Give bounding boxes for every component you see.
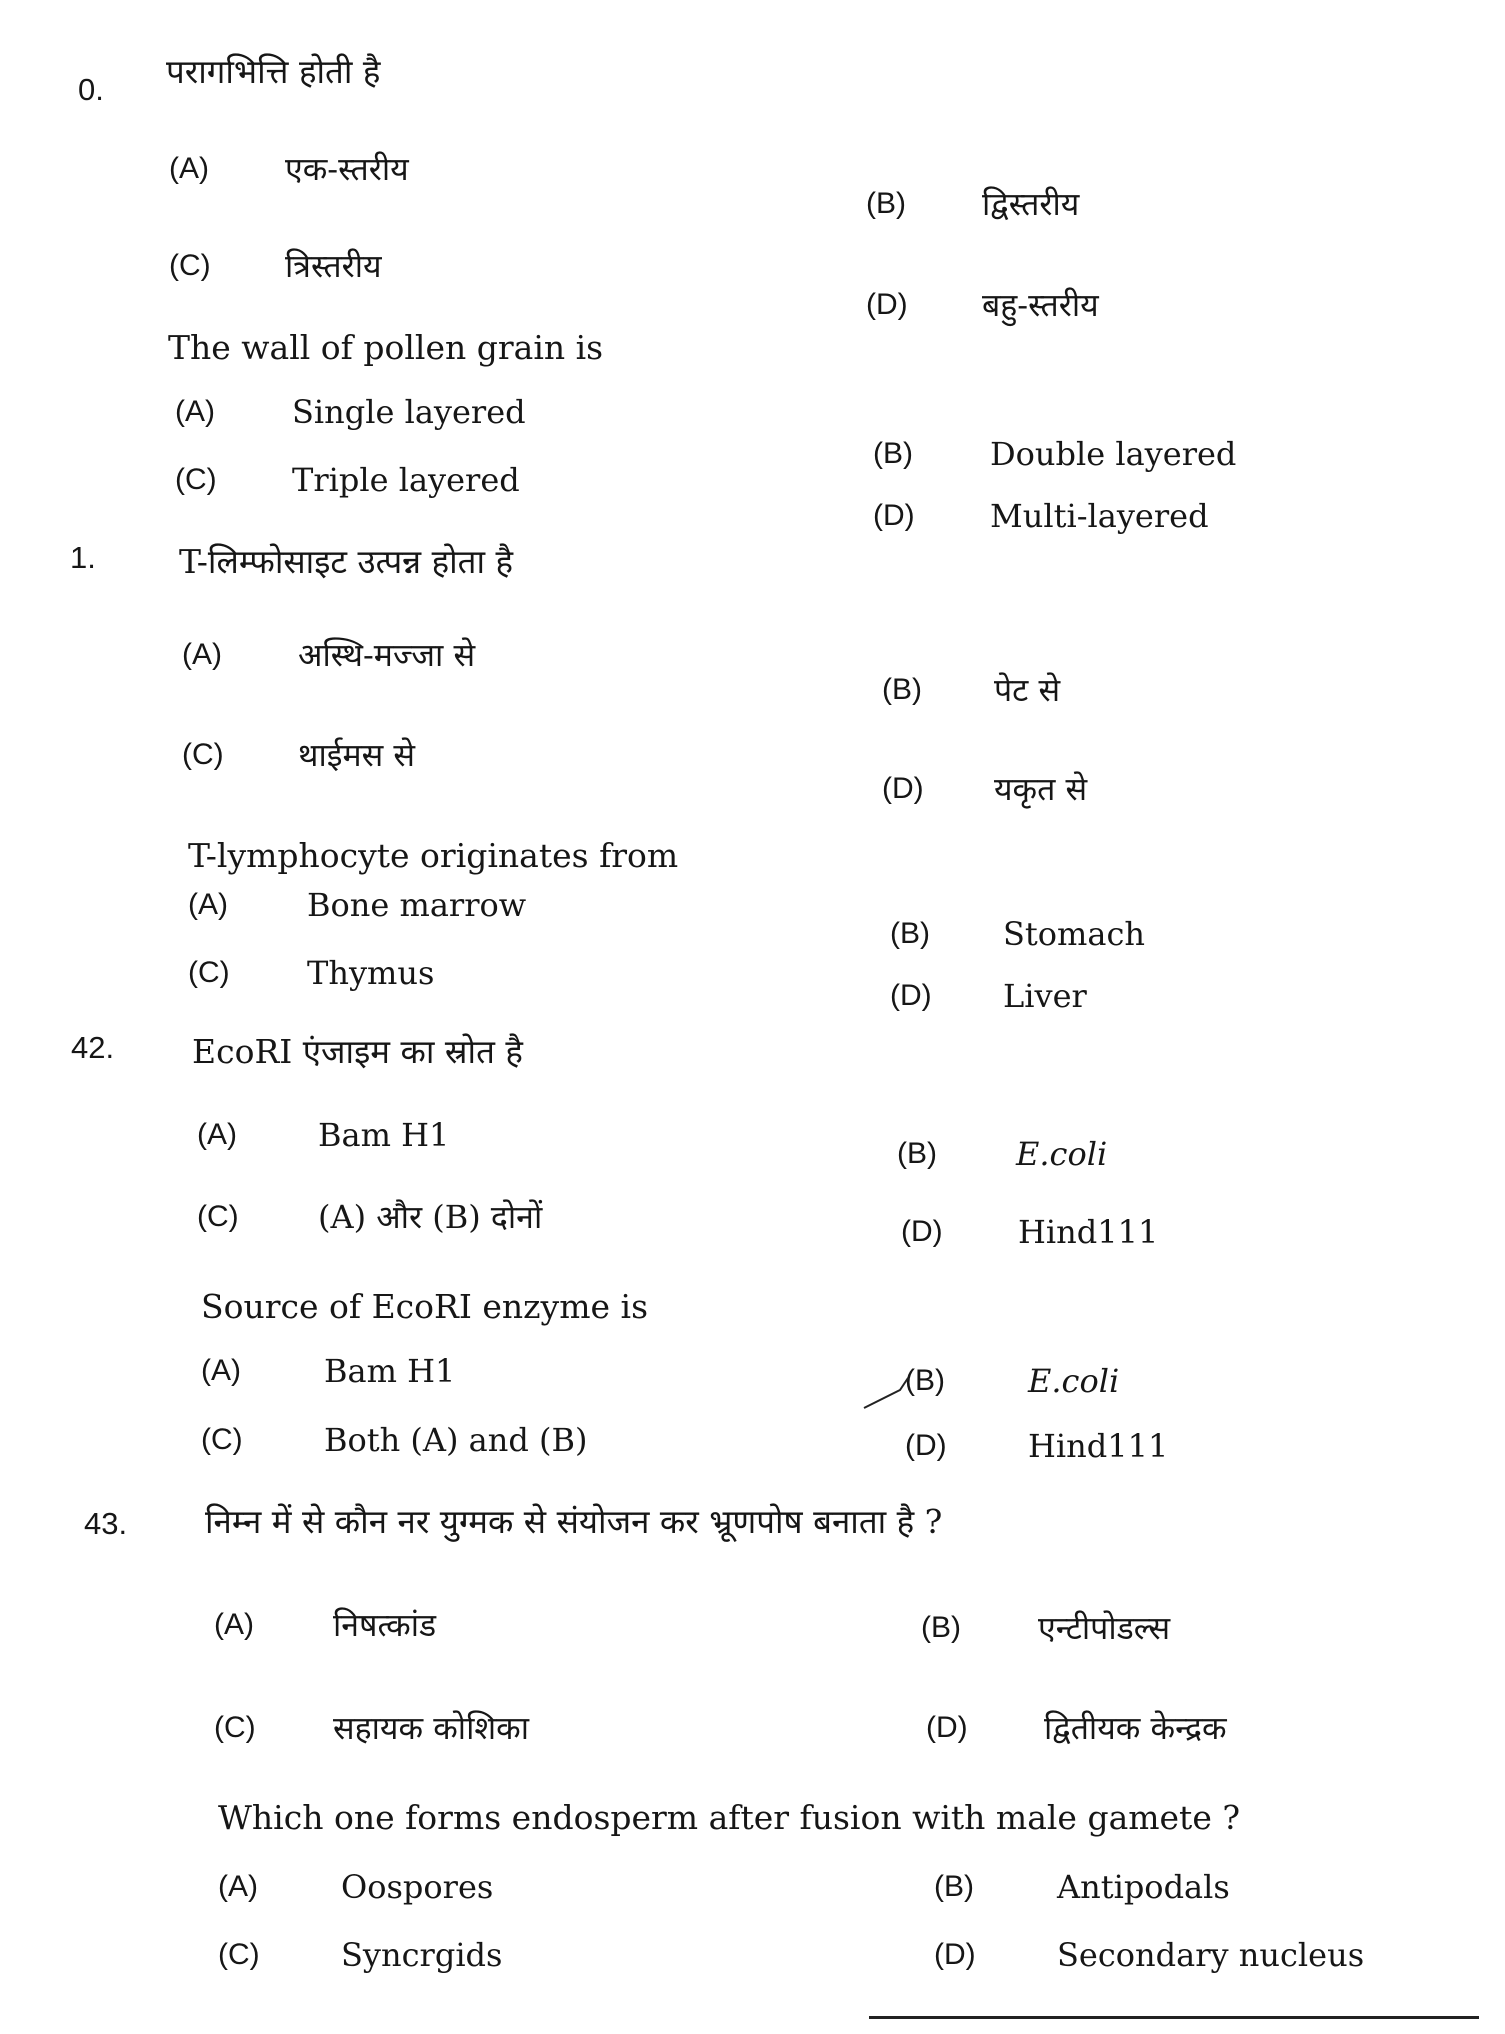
option-label: (C) — [218, 1938, 260, 1971]
option-text: यकृत से — [994, 770, 1088, 808]
question-number: 1. — [70, 540, 96, 575]
option-text: Hind111 — [1018, 1213, 1159, 1251]
answer-tick-mark — [862, 1372, 932, 1412]
option-label: (A) — [188, 888, 228, 921]
option-text: द्वितीयक केन्द्रक — [1044, 1709, 1227, 1747]
option-label: (D) — [905, 1429, 947, 1462]
option-label: (A) — [169, 152, 209, 185]
option-text: E.coli — [1028, 1362, 1120, 1400]
option-text: Syncrgids — [341, 1936, 503, 1974]
option-text: थाईमस से — [298, 736, 416, 774]
option-label: (D) — [866, 288, 908, 321]
option-label: (C) — [175, 463, 217, 496]
option-label: (C) — [201, 1423, 243, 1456]
option-text: Antipodals — [1057, 1868, 1230, 1906]
option-label: (A) — [218, 1870, 258, 1903]
option-text: Single layered — [292, 393, 526, 431]
option-label: (D) — [890, 979, 932, 1012]
option-text: अस्थि-मज्जा से — [298, 636, 476, 674]
option-text: Stomach — [1003, 915, 1145, 953]
option-label: (B) — [890, 917, 930, 950]
option-label: (D) — [926, 1711, 968, 1744]
option-label: (A) — [214, 1608, 254, 1641]
option-text: Both (A) and (B) — [324, 1421, 588, 1459]
option-label: (B) — [905, 1364, 945, 1397]
option-text: पेट से — [994, 671, 1061, 709]
option-label: (A) — [175, 395, 215, 428]
option-text: Bam H1 — [324, 1352, 456, 1390]
option-text: Bam H1 — [318, 1116, 450, 1154]
option-label: (B) — [873, 437, 913, 470]
option-text: Oospores — [341, 1868, 494, 1906]
option-text: Triple layered — [292, 461, 520, 499]
question-text-hindi: निम्न में से कौन नर युग्मक से संयोजन कर भ्रूणपोष बनाता है ? — [205, 1502, 943, 1541]
option-text: (A) और (B) दोनों — [318, 1198, 543, 1236]
question-text-english: T-lymphocyte originates from — [188, 836, 679, 875]
option-label: (A) — [182, 638, 222, 671]
question-number: 0. — [78, 72, 104, 107]
option-text: Hind111 — [1028, 1427, 1169, 1465]
question-text-english: The wall of pollen grain is — [168, 328, 604, 367]
option-text: Secondary nucleus — [1057, 1936, 1365, 1974]
option-text: एक-स्तरीय — [285, 150, 409, 188]
option-label: (C) — [188, 956, 230, 989]
option-text: Multi-layered — [990, 497, 1209, 535]
option-text: त्रिस्तरीय — [285, 247, 382, 285]
option-label: (B) — [934, 1870, 974, 1903]
option-label: (B) — [921, 1611, 961, 1644]
option-label: (A) — [201, 1354, 241, 1387]
option-label: (C) — [169, 249, 211, 282]
option-text: एन्टीपोडल्स — [1038, 1609, 1171, 1647]
option-text: सहायक कोशिका — [333, 1709, 529, 1747]
option-label: (B) — [897, 1137, 937, 1170]
option-label: (B) — [882, 673, 922, 706]
question-text-hindi: T-लिम्फोसाइट उत्पन्न होता है — [179, 542, 514, 581]
question-number: 42. — [71, 1030, 115, 1065]
footer-rule — [869, 2016, 1479, 2019]
option-text: Liver — [1003, 977, 1087, 1015]
option-text: निषत्कांड — [333, 1606, 437, 1644]
option-label: (C) — [182, 738, 224, 771]
option-text: E.coli — [1016, 1135, 1108, 1173]
question-text-english: Which one forms endosperm after fusion with male gamete ? — [218, 1798, 1241, 1837]
question-text-hindi: EcoRI एंजाइम का स्रोत है — [192, 1032, 523, 1071]
option-text: Bone marrow — [307, 886, 527, 924]
option-label: (D) — [934, 1938, 976, 1971]
option-text: द्विस्तरीय — [982, 185, 1080, 223]
option-label: (B) — [866, 187, 906, 220]
option-label: (C) — [197, 1200, 239, 1233]
option-label: (C) — [214, 1711, 256, 1744]
option-text: बहु-स्तरीय — [982, 286, 1099, 324]
question-number: 43. — [84, 1506, 128, 1541]
option-text: Double layered — [990, 435, 1237, 473]
option-text: Thymus — [307, 954, 435, 992]
question-text-english: Source of EcoRI enzyme is — [201, 1287, 648, 1326]
option-label: (A) — [197, 1118, 237, 1151]
option-label: (D) — [882, 772, 924, 805]
option-label: (D) — [901, 1215, 943, 1248]
question-text-hindi: परागभित्ति होती है — [166, 52, 381, 91]
option-label: (D) — [873, 499, 915, 532]
